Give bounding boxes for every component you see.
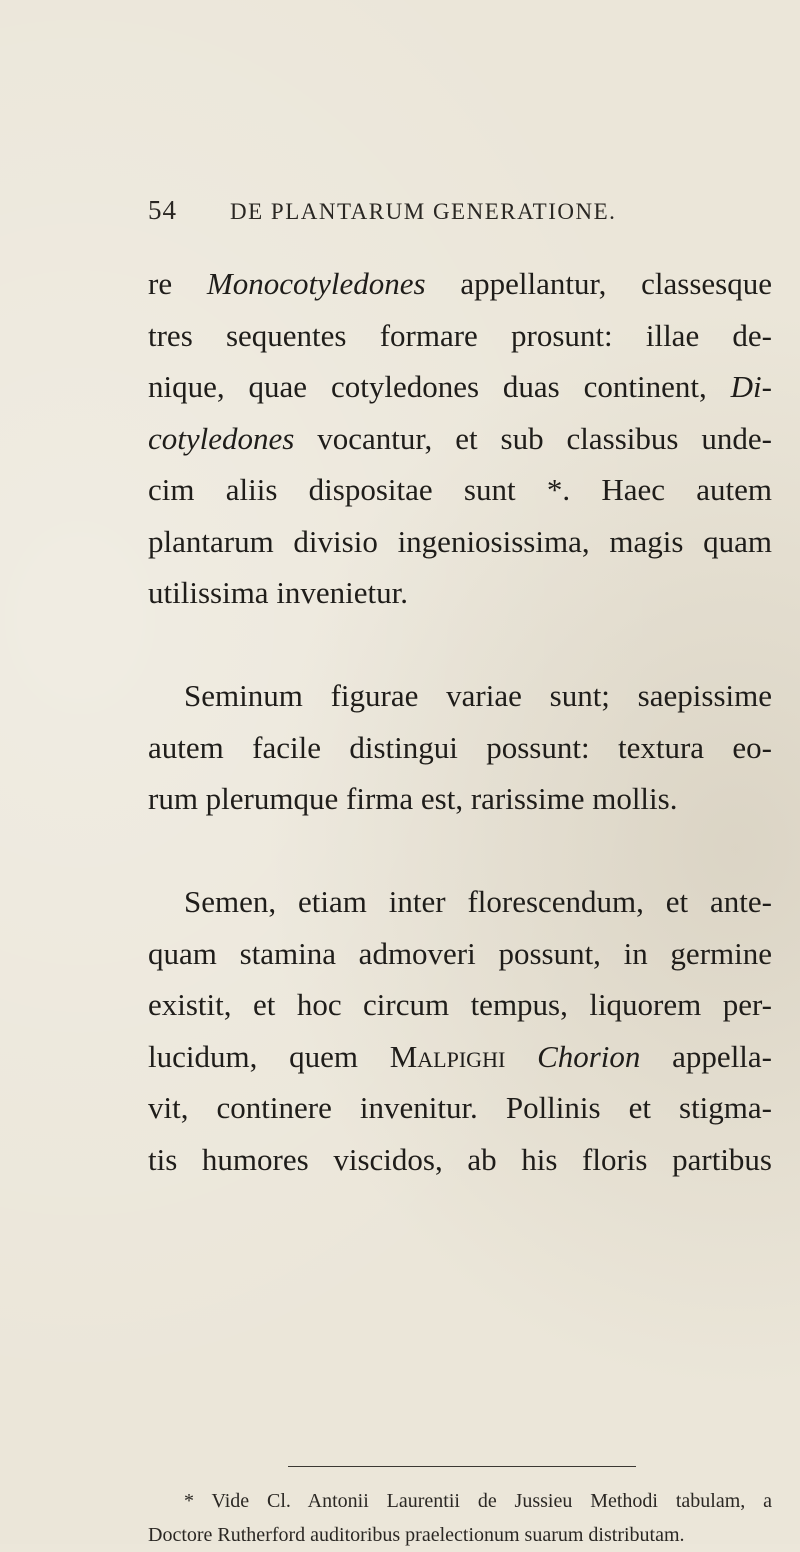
footnote-line: Doctore Rutherford auditoribus praelectionum suarum distributam. <box>148 1524 685 1546</box>
paragraph-1 <box>148 258 772 619</box>
italic-term: Chorion <box>537 1038 641 1074</box>
paragraph-3 <box>148 876 772 1185</box>
paragraph-2 <box>148 670 772 825</box>
text-line: existit, et hoc circum tempus, liquorem per- <box>148 987 772 1022</box>
running-title: DE PLANTARUM GENERATIONE. <box>230 199 617 224</box>
footnote-rule <box>288 1466 636 1467</box>
text-line: autem facile distingui possunt: textura eo- <box>148 729 772 765</box>
page-number: 54 <box>148 195 177 225</box>
italic-term: Monocotyledones <box>206 266 426 301</box>
text-line: nique, quae cotyledones duas continent, Di- <box>148 369 772 404</box>
footnote-line: * Vide Cl. Antonii Laurentii de Jussieu Methodi tabulam, a <box>184 1490 772 1512</box>
text-line: plantarum divisio ingeniosissima, magis quam <box>148 523 772 559</box>
body-text <box>148 258 772 1185</box>
small-caps-name: Malpighi <box>389 1038 506 1074</box>
paragraph-gap <box>148 619 772 671</box>
italic-term: cotyledones <box>148 420 295 456</box>
paragraph-gap <box>148 825 772 877</box>
text-line: Seminum figurae variae sunt; saepissime <box>184 678 772 713</box>
footnote <box>148 1484 772 1552</box>
italic-term: Di- <box>730 369 772 404</box>
text-line: quam stamina admoveri possunt, in germine <box>148 935 772 971</box>
text-line: cim aliis dispositae sunt *. Haec autem <box>148 472 772 507</box>
text-line: vit, continere invenitur. Pollinis et stigma- <box>148 1090 772 1125</box>
text-line: utilissima invenietur. <box>148 575 409 610</box>
text-line: cotyledones vocantur, et sub classibus unde- <box>148 420 772 456</box>
text-line: re Monocotyledones appellantur, classesque <box>148 266 772 301</box>
text-line: rum plerumque firma est, rarissime mollis. <box>148 781 678 816</box>
running-head <box>148 195 668 231</box>
text-line: tres sequentes formare prosunt: illae de- <box>148 317 772 353</box>
text-line: tis humores viscidos, ab his floris partibus <box>148 1141 772 1177</box>
text-line: Semen, etiam inter florescendum, et ante- <box>184 884 772 919</box>
text-line: lucidum, quem Malpighi Chorion appella- <box>148 1038 773 1074</box>
